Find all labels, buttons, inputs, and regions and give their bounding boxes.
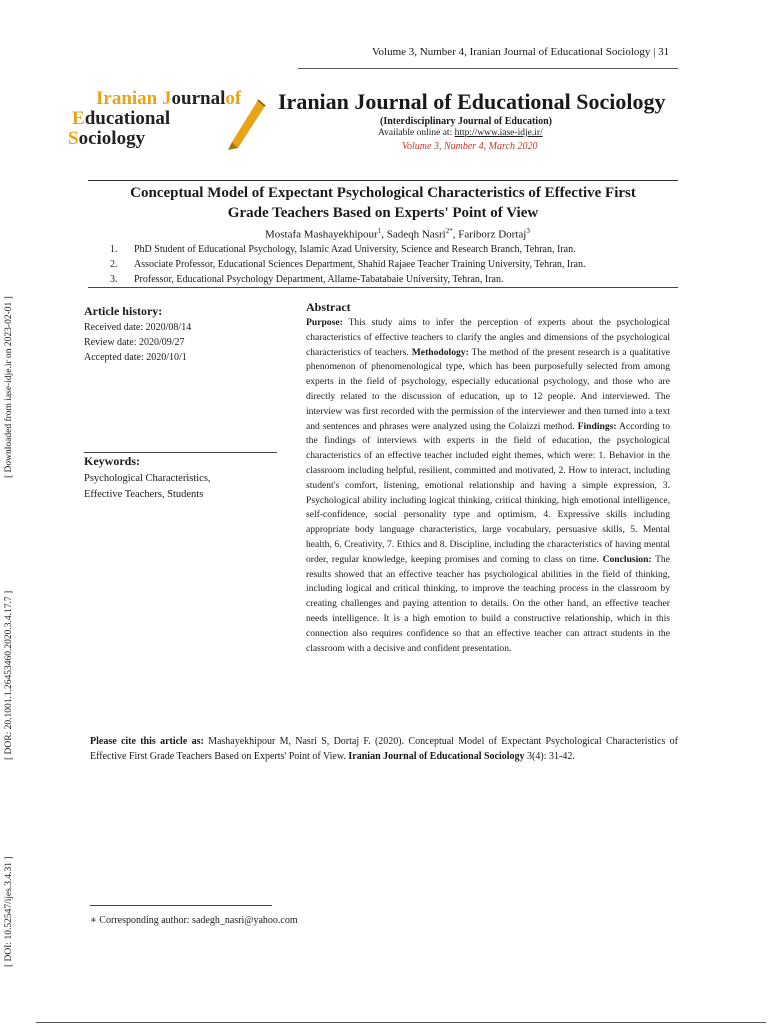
abstract-purpose: This study aims to infer the perception of experts about the psychological characteristics of effective teachers to clarify the angles and dimensions of the psychological characteristics of teachers. (306, 317, 670, 358)
title-divider (88, 180, 678, 181)
keywords-list: Psychological Characteristics, Effective Teachers, Students (84, 473, 211, 500)
journal-url-link[interactable]: http://www.iase-idje.ir/ (454, 128, 543, 138)
accepted-date: Accepted date: 2020/10/1 (84, 352, 187, 363)
header-divider (298, 68, 678, 69)
journal-subtitle: (Interdisciplinary Journal of Education) (380, 116, 552, 127)
affiliations (110, 242, 586, 287)
abstract-findings: According to the findings of interviews with experts in the field of education, the psychological characteristics of an effective teacher included eight themes, which were: 1. Behavior in the classroom including helpful, resilient, committed and motivated, 2. How to interact, including student's comfort, listening, emotional relationship and having a simple expression, 3. Psychological ability including logical thinking, critical thinking, high emotional intelligence, self-confidence, social personality type and optimism, 4. Expressive skills including appropriate body language characteristics, large vocabulary, persuasive skills, 5. Mental health, 6. Creativity, 7. Ethics and 8. Discipline, including the characteristics of having mental order, regular knowledge, keeping promises and coming to class on time. (306, 420, 670, 565)
affiliation-item: 3. Professor, Educational Psychology Department, Allame-Tabatabaie University, Tehran, Iran. (110, 274, 504, 285)
logo-line-2: Educational (72, 108, 171, 129)
download-stamp: [ Downloaded from iase-idje.ir on 2023-02-01 ] (4, 296, 14, 478)
corresponding-author: ∗ Corresponding author: sadegh_nasri@yahoo.com (90, 915, 298, 926)
page-bottom-rule (36, 1022, 766, 1023)
pen-icon (218, 94, 266, 150)
journal-title: Iranian Journal of Educational Sociology (278, 89, 666, 114)
journal-volume: Volume 3, Number 4, March 2020 (402, 141, 538, 152)
keywords-heading: Keywords: (84, 454, 140, 468)
footnote-divider (90, 905, 272, 906)
dor-stamp: [ DOR: 20.1001.1.26453460.2020.3.4.17.7 ] (4, 590, 14, 760)
doi-stamp: [ DOI: 10.52547/ijes.3.4.31 ] (4, 856, 14, 967)
review-date: Review date: 2020/09/27 (84, 337, 185, 348)
abstract-body: Purpose: This study aims to infer the perception of experts about the psychological characteristics of effective teachers to clarify the angles and dimensions of the psychological characteristics of teachers. Methodology: The method of the present research is a qualitative phenomenon of phenomenological type, which has been purposefully selected from among experts in the field of psychology, especially educational psychology, and those who are directly related to the discussion of education, up to 12 people. And interviewed. The interview was first recorded with the permission of the interviewer and then turned into a text and sentences and phrases were analyzed using the Colaizzi method. Findings: According to the findings of interviews with experts in the field of education, the psychological characteristics of an effective teacher included eight themes, which were: 1. Behavior in the classroom including helpful, resilient, committed and motivated, 2. How to interact, including student's comfort, listening, emotional relationship and having a simple expression, 3. Psychological ability including logical thinking, critical thinking, high emotional intelligence, self-confidence, social personality type and optimism, 4. Expressive skills including appropriate body language characteristics, large vocabulary, persuasive skills, 5. Mental health, 6. Creativity, 7. Ethics and 8. Discipline, including the characteristics of having mental order, regular knowledge, keeping promises and coming to class on time. Conclusion: The results showed that an effective teacher has psychological abilities in the field of thinking, including logical and critical thinking, to improve the teaching process in the classroom by creating challenges and paying attention to details. On the other hand, an effective teacher needs intelligence. It is a high emotion to build a constructive relationship, which in this connection also requires confidence so that an effective teacher can attract students in the classroom with a decisive and confident presentation. (306, 317, 670, 654)
history-heading: Article history: (84, 304, 163, 318)
abstract-methodology: The method of the present research is a qualitative phenomenon of phenomenological type, which has been purposefully selected from among experts in the field of psychology, especially educational psychology, and those who are directly related to the discussion of education, up to 12 people. And interviewed. The interview was first recorded with the permission of the interviewer and then turned into a text and sentences and phrases were analyzed using the Colaizzi method. (306, 346, 670, 432)
article-history (84, 320, 191, 365)
journal-logo (68, 88, 268, 152)
abstract-heading: Abstract (306, 300, 351, 314)
article-title: Conceptual Model of Expectant Psychological Characteristics of Effective First Grade Teachers Based on Experts' Point of View (130, 185, 636, 221)
keywords-divider (84, 452, 277, 453)
citation: Please cite this article as: Mashayekhipour M, Nasri S, Dortaj F. (2020). Conceptual Model of Expectant Psychological Characteristics of Effective First Grade Teachers Based on Experts' Point of View. Iranian Journal of Educational Sociology 3(4): 31-42. (90, 736, 678, 762)
abstract-conclusion: The results showed that an effective teacher has psychological abilities in the field of thinking, including logical and critical thinking, to improve the teaching process in the classroom by creating challenges and paying attention to details. On the other hand, an effective teacher needs intelligence. It is a high emotion to build a constructive relationship, which in this connection also requires confidence so that an effective teacher can attract students in the classroom with a decisive and confident presentation. (306, 553, 670, 654)
journal-online: Available online at: http://www.iase-idje.ir/ (378, 128, 543, 138)
running-header: Volume 3, Number 4, Iranian Journal of Educational Sociology | 31 (372, 46, 670, 58)
logo-line-3: Sociology (68, 128, 146, 149)
section-divider (88, 287, 678, 288)
author-list: Mostafa Mashayekhipour$^1$, Sadeqh Nasri$^{2*}$, Fariborz Dortaj$^3$ (265, 227, 530, 241)
affiliation-item: 1. PhD Student of Educational Psychology, Islamic Azad University, Science and Research Branch, Tehran, Iran. (110, 244, 576, 255)
affiliation-item: 2. Associate Professor, Educational Sciences Department, Shahid Rajaee Teacher Training University, Tehran, Iran. (110, 259, 586, 270)
logo-line-1: Iranian Journalof (96, 88, 242, 109)
side-stamps (4, 0, 24, 1024)
received-date: Received date: 2020/08/14 (84, 322, 192, 333)
